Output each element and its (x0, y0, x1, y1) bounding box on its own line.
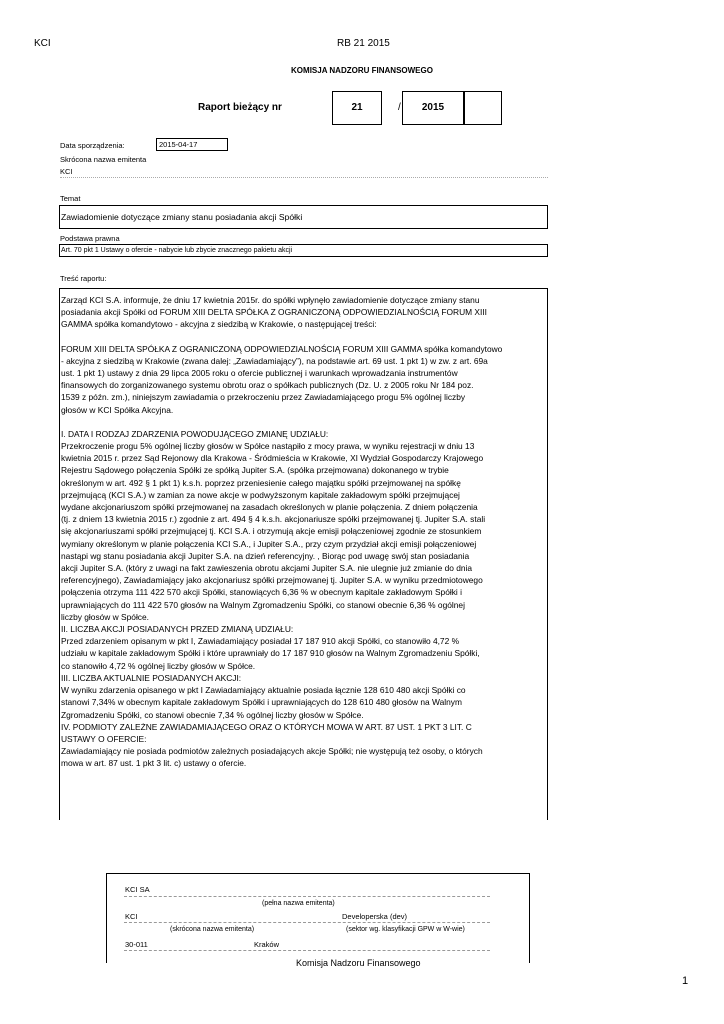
topic-value: Zawiadomienie dotyczące zmiany stanu posiadania akcji Spółki (59, 205, 548, 229)
footer-sector-caption: (sektor wg. klasyfikacji GPW w W-wie) (346, 926, 465, 933)
content-label: Treść raportu: (60, 274, 107, 283)
content-section-1: I. DATA I RODZAJ ZDARZENIA POWODUJĄCEGO ZMIANĘ UDZIAŁU: Przekroczenie progu 5% ogólnej liczby głosów w Spółce nastąpiło z mocy prawa, w wyniku rejestracji w dniu 13 kwietnia 2015 r. przez Sąd Rejonowy dla Krakowa - Śródmieścia w Krakowie, XI Wydział Gospodarczy Krajowego Rejestru Sądowego połączenia Spółki ze spółką Jupiter S.A. (spółka przejmowana) dokonanego w trybie określonym w art. 492 § 1 pkt 1) k.s.h. poprzez przeniesienie całego majątku spółki przejmowanej na spółkę przejmującą (KCI S.A.) w zamian za nowe akcje w podwyższonym kapitale zakładowym spółki przejmującej wydane akcjonariuszom spółki przejmowanej na zasadach określonych w planie połączenia. Z dniem połączenia (tj. z dniem 13 kwietnia 2015 r.) zgodnie z art. 494 § 4 k.s.h. akcjonariusze spółki przejmowanej tj. Jupiter S.A. stali się akcjonariuszami spółki przejmującej tj. KCI S.A. i otrzymują akcje emisji połączeniowej zgodnie ze stosunkiem wymiany określonym w planie połączenia KCI S.A., i Jupiter S.A., przy czym przydział akcji emisji połączeniowej nastąpi wg stanu posiadania akcji Jupiter S.A. na dzień referencyjny. , Biorąc pod uwagę swój stan posiadania akcji Jupiter S.A. (który z uwagi na fakt zawieszenia obrotu akcjami Jupiter S.A. nie ulegnie już zmianie do dnia referencyjnego), Zawiadamiający jako akcjonariusz spółki przejmowanej tj. Jupiter S.A. w wyniku przedmiotowego połączenia otrzyma 111 422 570 akcji Spółki, stanowiących 6,36 % w obecnym kapitale zakładowym Spółki i uprawniających do 111 422 570 głosów na Walnym Zgromadzeniu Spółki, co stanowi obecnie 6,36 % ogólnej liczby głosów w Spółce. (61, 428, 486, 622)
footer-full-name-caption: (pełna nazwa emitenta) (262, 900, 335, 907)
page-number: 1 (682, 975, 689, 987)
footer-divider-1 (124, 896, 490, 897)
content-paragraph-intro: Zarząd KCI S.A. informuje, że dniu 17 kwietnia 2015r. do spółki wpłynęło zawiadomienie dotyczące zmiany stanu posiadania akcji Spółki od FORUM XIII DELTA SPÓŁKA Z OGRANICZONĄ ODPOWIEDZIALNOŚCIĄ FORUM XIII GAMMA spółka komandytowo - akcyjna z siedzibą w Krakowie, o następującej treści: (61, 295, 487, 330)
short-name-label: Skrócona nazwa emitenta (60, 155, 147, 164)
legal-basis-value: Art. 70 pkt 1 Ustawy o ofercie - nabycie lub zbycie znacznego pakietu akcji (59, 244, 548, 257)
footer-short-name-caption: (skrócona nazwa emitenta) (170, 926, 255, 933)
report-slash: / (398, 102, 401, 113)
footer-short-name: KCI (125, 912, 138, 921)
footer-city: Kraków (254, 940, 280, 949)
report-year-box: 2015 (402, 91, 464, 125)
content-section-3: III. LICZBA AKTUALNIE POSIADANYCH AKCJI: W wyniku zdarzenia opisanego w pkt I Zawiadamiający aktualnie posiada łącznie 128 610 480 akcji Spółki co stanowi 7,34% w obecnym kapitale zakładowym Spółki i uprawniających do 128 610 480 głosów na Walnym Zgromadzeniu Spółki, co stanowi obecnie 7,34 % ogólnej liczby głosów w Spółce. (61, 672, 466, 720)
footer-divider-2 (124, 922, 490, 923)
report-extra-box (464, 91, 502, 125)
meta-divider (60, 177, 548, 178)
report-number-box: 21 (332, 91, 382, 125)
short-name-value: KCI (60, 167, 73, 176)
topic-label: Temat (60, 194, 81, 203)
footer-divider-3 (124, 950, 490, 951)
date-label: Data sporządzenia: (60, 141, 125, 150)
report-content (59, 288, 548, 820)
content-section-4: IV. PODMIOTY ZALEŻNE ZAWIADAMIAJĄCEGO ORAZ O KTÓRYCH MOWA W ART. 87 UST. 1 PKT 3 LIT. C USTAWY O OFERCIE: Zawiadamiający nie posiada podmiotów zależnych posiadających akcje Spółki; nie występują też osoby, o których mowa w art. 87 ust. 1 pkt 3 lit. c) ustawy o ofercie. (61, 721, 483, 769)
footer-commission: Komisja Nadzoru Finansowego (296, 958, 421, 968)
commission-title: KOMISJA NADZORU FINANSOWEGO (291, 66, 433, 75)
header-report-id: RB 21 2015 (337, 38, 390, 49)
content-section-2: II. LICZBA AKCJI POSIADANYCH PRZED ZMIANĄ UDZIAŁU: Przed zdarzeniem opisanym w pkt I, Zawiadamiający posiadał 17 187 910 akcji Spółki, co stanowiło 4,72 % udziału w kapitale zakładowym Spółki i które uprawniały do 17 187 910 głosów na Walnym Zgromadzeniu Spółki, co stanowiło 4,72 % ogólnej liczby głosów w Spółce. (61, 624, 480, 671)
report-label: Raport bieżący nr (198, 102, 282, 113)
date-value: 2015-04-17 (156, 138, 228, 151)
header-issuer: KCI (34, 38, 51, 49)
content-paragraph-notice: FORUM XIII DELTA SPÓŁKA Z OGRANICZONĄ ODPOWIEDZIALNOŚCIĄ FORUM XIII GAMMA spółka komandytowo - akcyjna z siedzibą w Krakowie (zwana dalej: „Zawiadamiający”), na podstawie art. 69 ust. 1 pkt 1) w zw. z art. 69a ust. 1 pkt 1) ustawy z dnia 29 lipca 2005 roku o ofercie publicznej i warunkach wprowadzania instrumentów finansowych do zorganizowanego systemu obrotu oraz o spółkach publicznych (Dz. U. z 2005 roku Nr 184 poz. 1539 z późn. zm.), niniejszym zawiadamia o przekroczeniu przez Zawiadamiającego progu 5% ogólnej liczby głosów w KCI Spółka Akcyjna. (61, 343, 503, 415)
footer-sector: Developerska (dev) (342, 912, 408, 921)
footer-postal-code: 30-011 (125, 940, 148, 949)
legal-basis-label: Podstawa prawna (60, 234, 120, 243)
footer-full-name: KCI SA (125, 885, 150, 894)
